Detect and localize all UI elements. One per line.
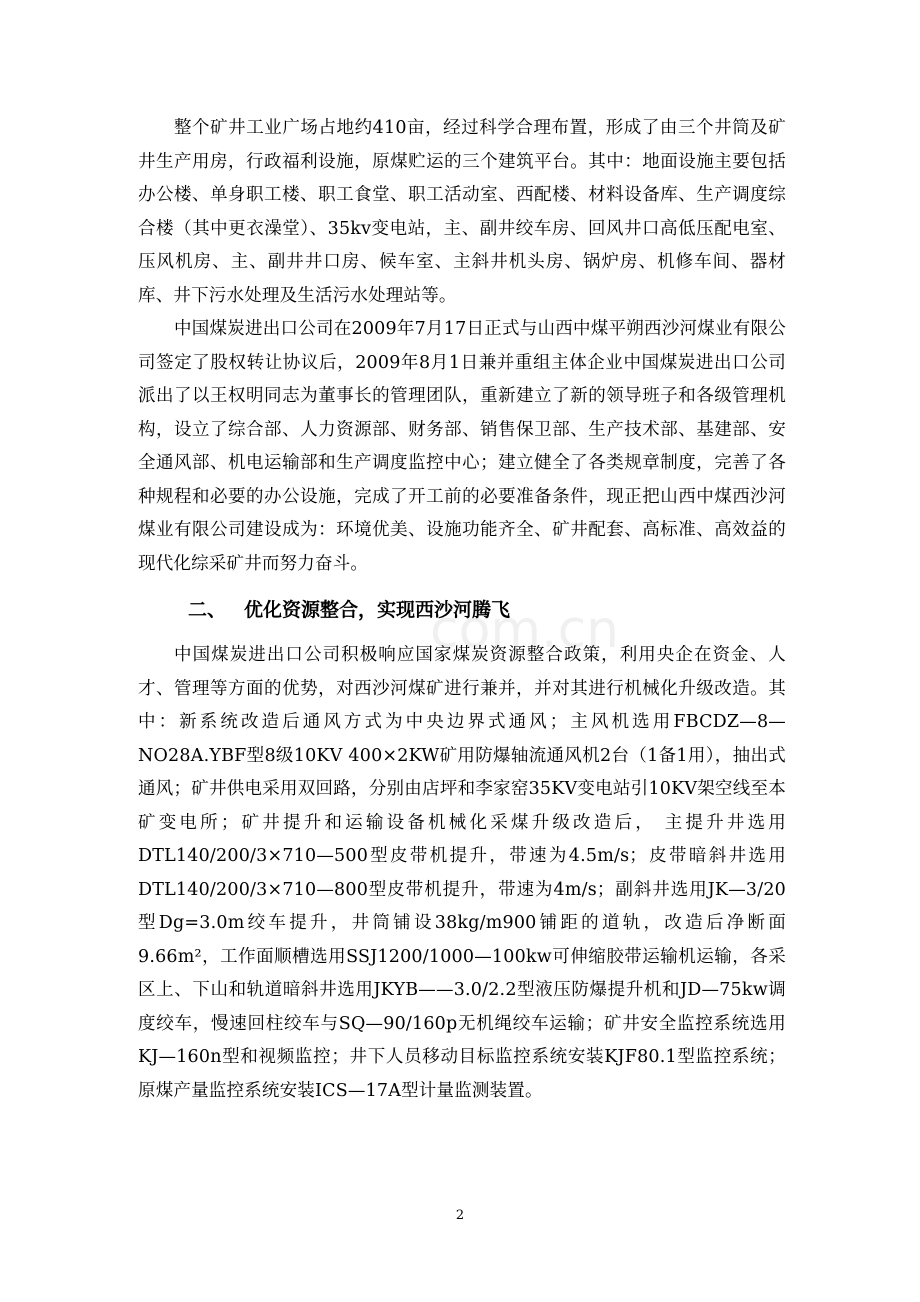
document-body [138, 112, 786, 1108]
paragraph-company-restructure: 中国煤炭进出口公司在2009年7月17日正式与山西中煤平朔西沙河煤业有限公司签定了股权转让协议后，2009年8月1日兼并重组主体企业中国煤炭进出口公司派出了以王权明同志为董事长的管理团队，重新建立了新的领导班子和各级管理机构，设立了综合部、人力资源部、财务部、销售保卫部、生产技术部、基建部、安全通风部、机电运输部和生产调度监控中心；建立健全了各类规章制度，完善了各种规程和必要的办公设施，完成了开工前的必要准备条件，现正把山西中煤西沙河煤业有限公司建设成为：环境优美、设施功能齐全、矿井配套、高标准、高效益的现代化综采矿井而努力奋斗。 [138, 319, 786, 574]
section-number: 二、 [188, 599, 227, 621]
section-heading [138, 581, 786, 639]
watermark: com.cn [430, 600, 620, 660]
section-title: 优化资源整合，实现西沙河腾飞 [244, 599, 511, 621]
page-number: 2 [455, 1208, 465, 1223]
paragraph-industrial-site: 整个矿井工业广场占地约410亩，经过科学合理布置，形成了由三个井筒及矿井生产用房，行政福利设施，原煤贮运的三个建筑平台。其中：地面设施主要包括办公楼、单身职工楼、职工食堂、职工活动室、西配楼、材料设备库、生产调度综合楼（其中更衣澡堂）、35kv变电站，主、副井绞车房、回风井口高低压配电室、压风机房、主、副井井口房、候车室、主斜井机头房、锅炉房、机修车间、器材库、井下污水处理及生活污水处理站等。 [138, 118, 786, 306]
paragraph-resource-integration: 中国煤炭进出口公司积极响应国家煤炭资源整合政策，利用央企在资金、人才、管理等方面的优势，对西沙河煤矿进行兼并，并对其进行机械化升级改造。其中：新系统改造后通风方式为中央边界式通风；主风机选用FBCDZ—8—NO28A.YBF型8级10KV 400×2KW矿用防爆轴流通风机2台（1备1用），抽出式通风；矿井供电采用双回路，分别由店坪和李家窑35KV变电站引10KV架空线至本矿变电所；矿井提升和运输设备机械化采煤升级改造后， 主提升井选用DTL140/200/3×710—500型皮带机提升，带速为4.5m/s；皮带暗斜井选用DTL140/200/3×710—800型皮带机提升，带速为4m/s；副斜井选用JK—3/20型Dg=3.0m绞车提升，井筒铺设38kg/m900铺距的道轨，改造后净断面9.66m²，工作面顺槽选用SSJ1200/1000—100kw可伸缩胶带运输机运输，各采区上、下山和轨道暗斜井选用JKYB——3.0/2.2型液压防爆提升机和JD—75kw调度绞车，慢速回柱绞车与SQ—90/160p无机绳绞车运输；矿井安全监控系统选用KJ—160n型和视频监控；井下人员移动目标监控系统安装KJF80.1型监控系统；原煤产量监控系统安装ICS—17A型计量监测装置。 [138, 645, 786, 1101]
